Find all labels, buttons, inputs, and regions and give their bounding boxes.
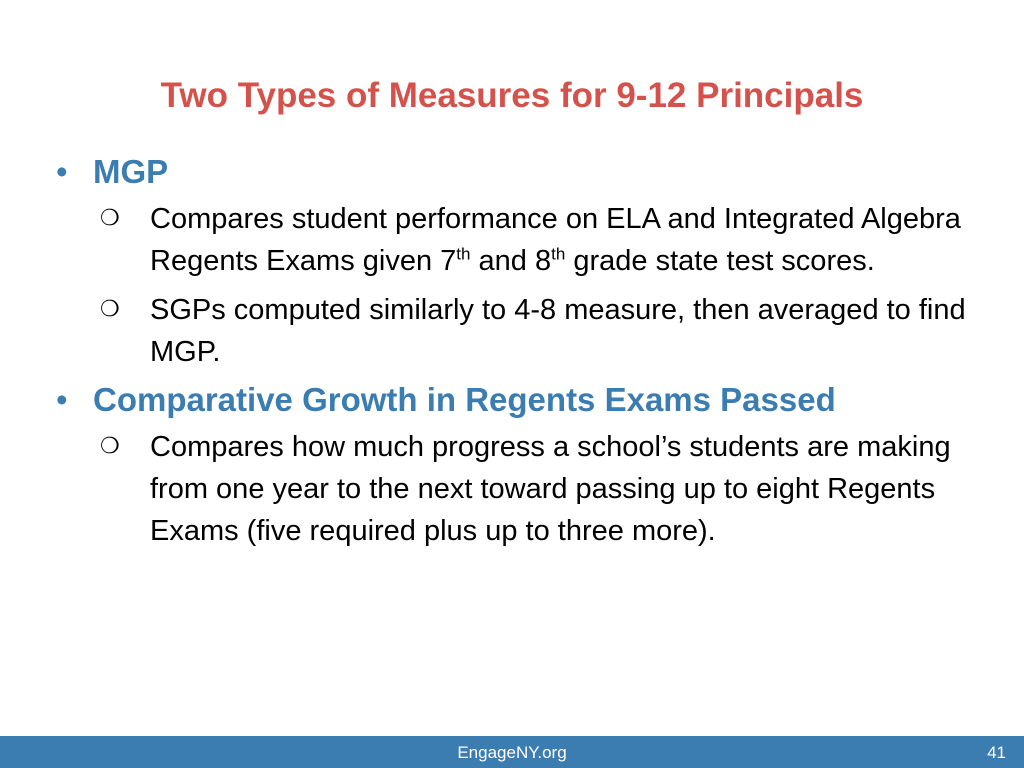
superscript-ordinal: th [456, 244, 471, 264]
sub-bullet-item [100, 426, 966, 552]
sub-bullet-text: and 8 [470, 245, 552, 277]
sub-bullet-item [100, 198, 966, 282]
bullet-dot-icon: • [56, 153, 68, 190]
sub-bullet-list [100, 198, 966, 373]
slide-content [56, 152, 966, 559]
circle-bullet-icon: ❍ [100, 434, 120, 459]
bullet-dot-icon: • [56, 381, 68, 418]
sub-bullet-text: Compares student performance on ELA and Integrated Algebra Regents Exams given 7 [150, 203, 961, 277]
bullet-label: Comparative Growth in Regents Exams Passed [93, 381, 836, 418]
sub-bullet-text: grade state test scores. [565, 245, 875, 277]
slide-title: Two Types of Measures for 9-12 Principals [160, 76, 864, 115]
circle-bullet-icon: ❍ [100, 206, 120, 231]
bullet-label: MGP [93, 153, 169, 190]
superscript-ordinal: th [551, 244, 566, 264]
footer-bar [0, 736, 1024, 768]
footer-site-text: EngageNY.org [457, 743, 567, 762]
bullet-comparative-growth [56, 380, 966, 420]
sub-bullet-item [100, 289, 966, 373]
sub-bullet-text: SGPs computed similarly to 4-8 measure, then averaged to find MGP. [150, 294, 966, 368]
circle-bullet-icon: ❍ [100, 297, 120, 322]
sub-bullet-text: Compares how much progress a school’s students are making from one year to the next toward passing up to eight Regents Exams (five required plus up to three more). [150, 431, 951, 547]
page-number: 41 [987, 743, 1006, 762]
sub-bullet-list [100, 426, 966, 552]
bullet-mgp [56, 152, 966, 192]
